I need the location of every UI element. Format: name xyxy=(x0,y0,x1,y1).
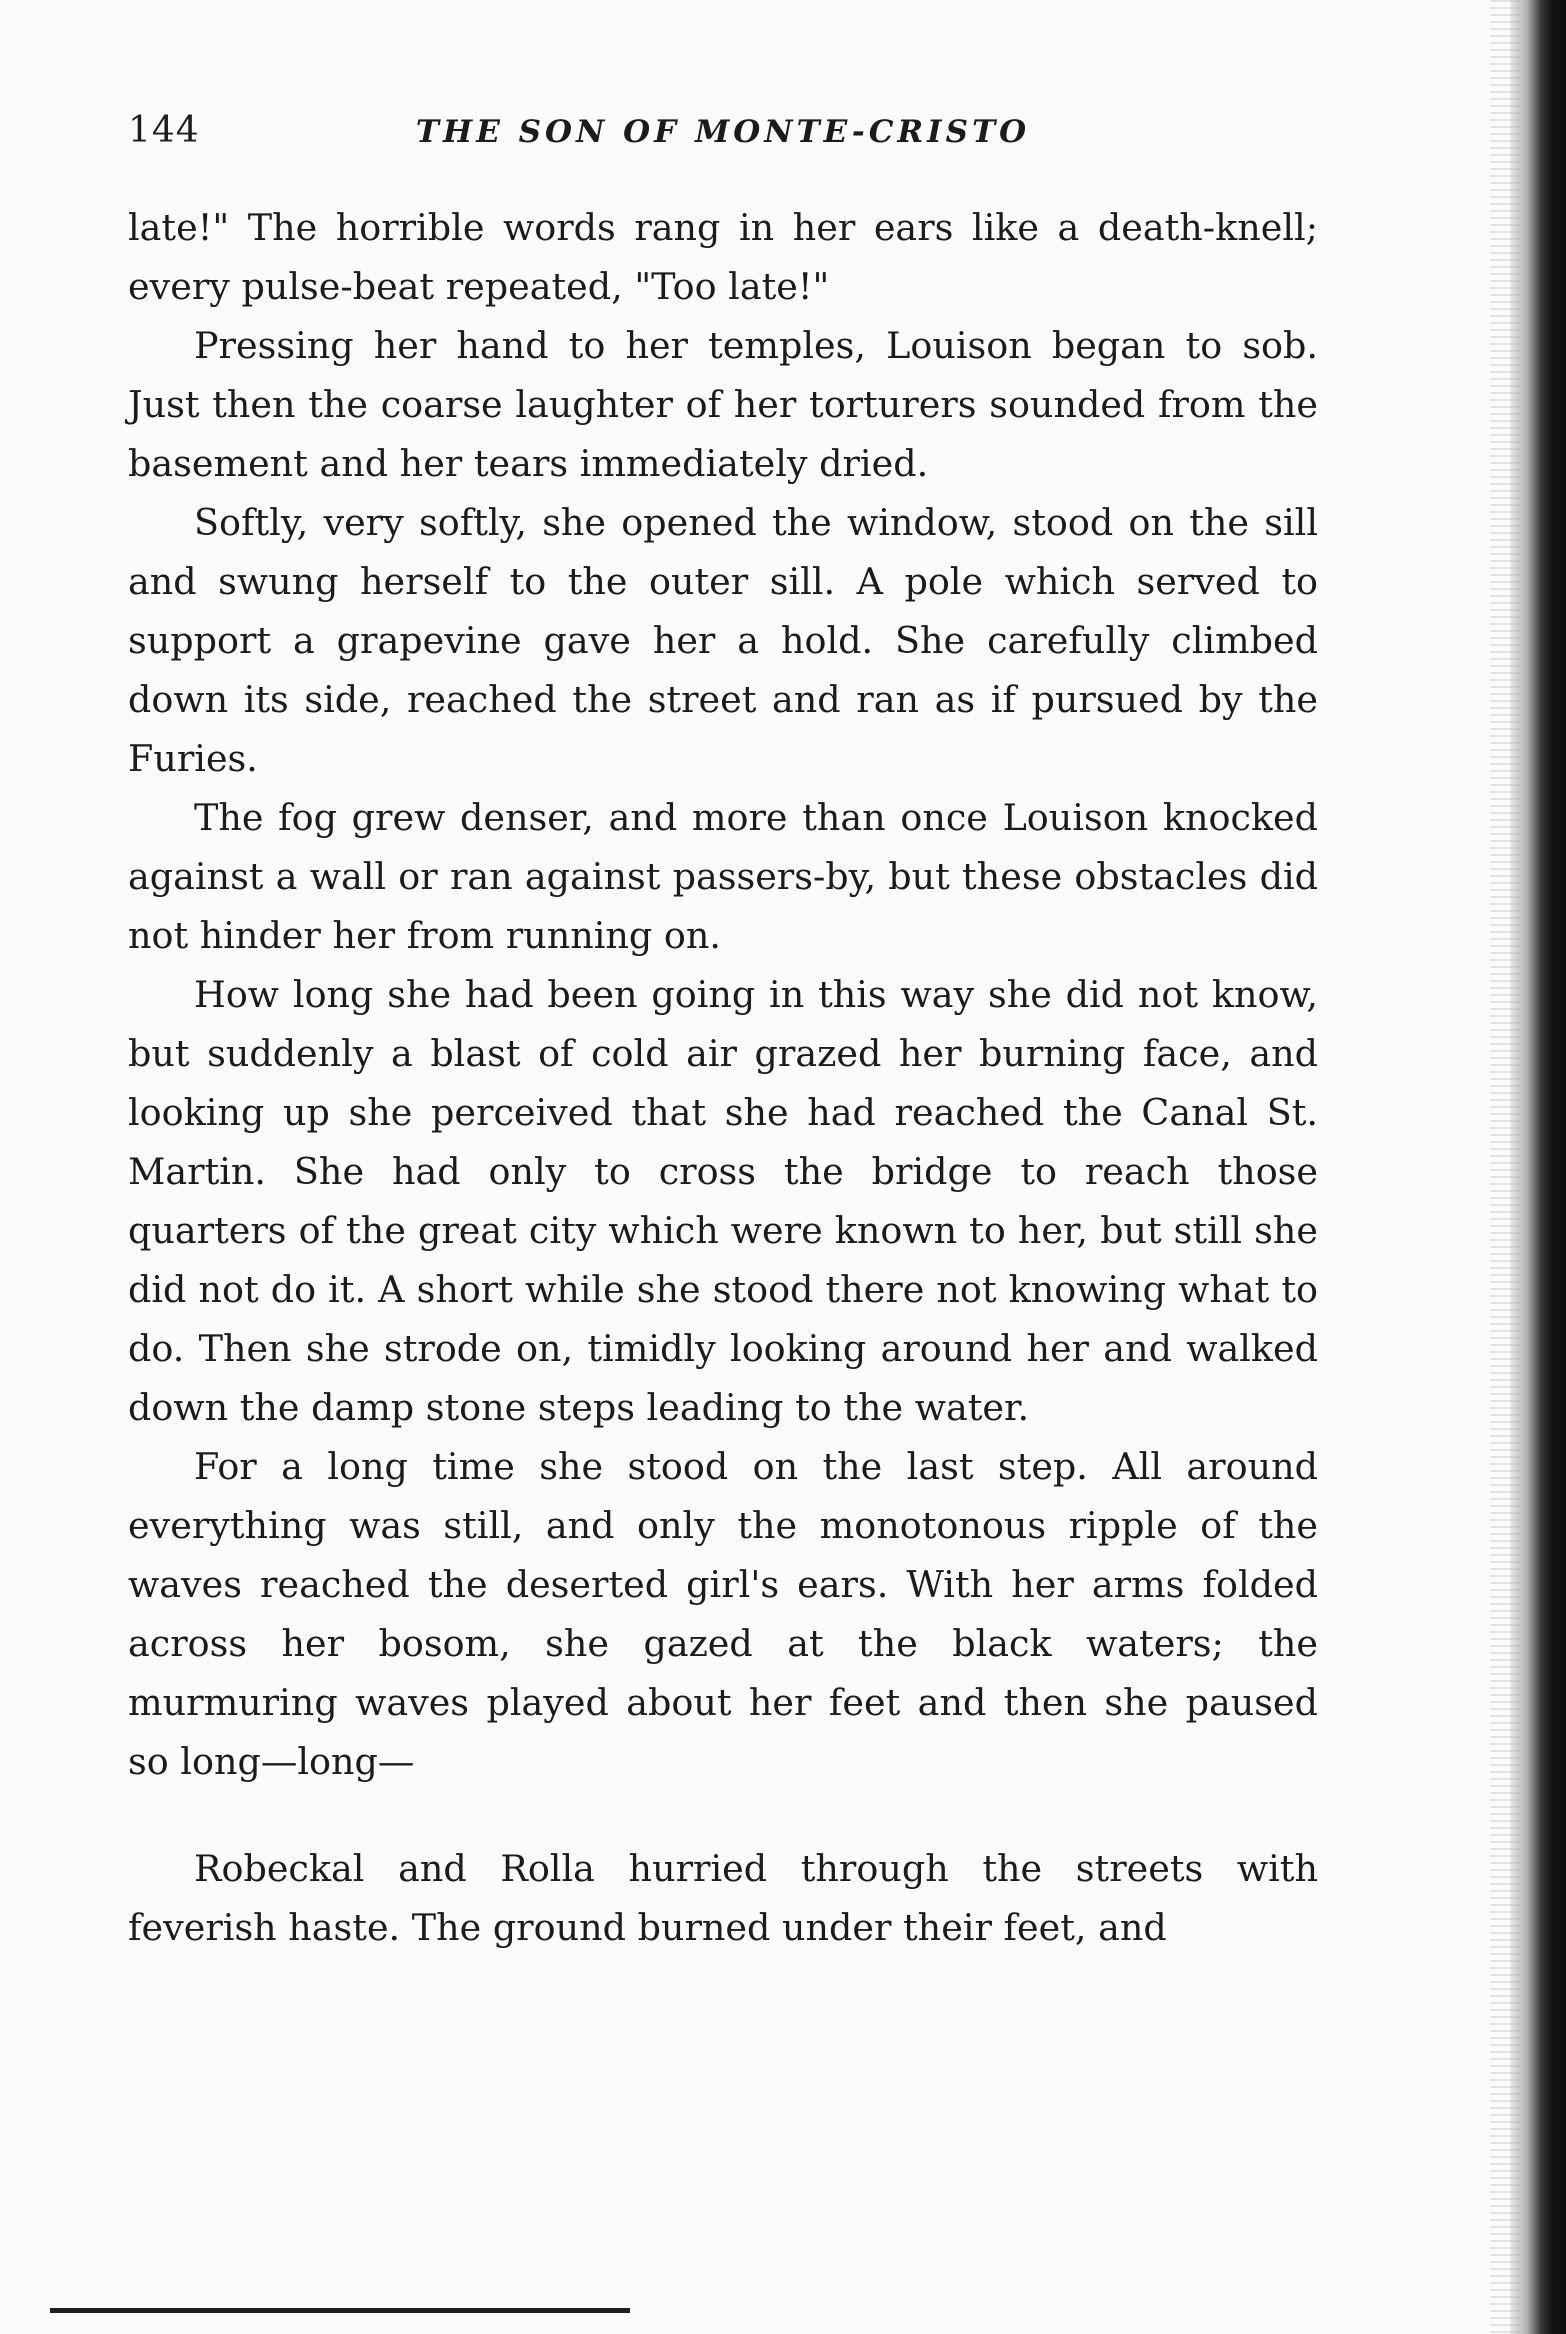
page-header xyxy=(128,110,1318,170)
paragraph: How long she had been going in this way she did not know, but suddenly a blast of cold air grazed her burning face, and looking up she perceived that she had reached the Canal St. Martin. She had only to cross the bridge to reach those quarters of the great city which were known to her, but still she did not do it. A short while she stood there not knowing what to do. Then she strode on, timidly looking around her and walked down the damp stone steps leading to the water. xyxy=(128,973,1318,1429)
paragraph: Softly, very softly, she opened the window, stood on the sill and swung herself to the outer sill. A pole which served to support a grapevine gave her a hold. She carefully climbed down its side, reached the street and ran as if pursued by the Furies. xyxy=(128,501,1318,780)
running-head: THE SON OF MONTE-CRISTO xyxy=(415,114,1031,150)
paragraph-continuation: late!" The horrible words rang in her ears like a death-knell; every pulse-beat repeated, "Too late!" xyxy=(128,206,1318,308)
bottom-rule xyxy=(50,2308,630,2313)
binding-edge-shadow xyxy=(1510,0,1566,2334)
paragraph: The fog grew denser, and more than once Louison knocked against a wall or ran against passers-by, but these obstacles did not hinder her from running on. xyxy=(128,796,1318,957)
paragraph: Pressing her hand to her temples, Louison began to sob. Just then the coarse laughter of her torturers sounded from the basement and her tears immediately dried. xyxy=(128,324,1318,485)
paragraph-new-section: Robeckal and Rolla hurried through the streets with feverish haste. The ground burned under their feet, and xyxy=(128,1847,1318,1949)
paragraph: For a long time she stood on the last step. All around everything was still, and only the monotonous ripple of the waves reached the deserted girl's ears. With her arms folded across her bosom, she gazed at the black waters; the murmuring waves played about her feet and then she paused so long—long— xyxy=(128,1445,1318,1783)
page-number: 144 xyxy=(128,110,200,151)
body-text xyxy=(128,198,1318,1957)
